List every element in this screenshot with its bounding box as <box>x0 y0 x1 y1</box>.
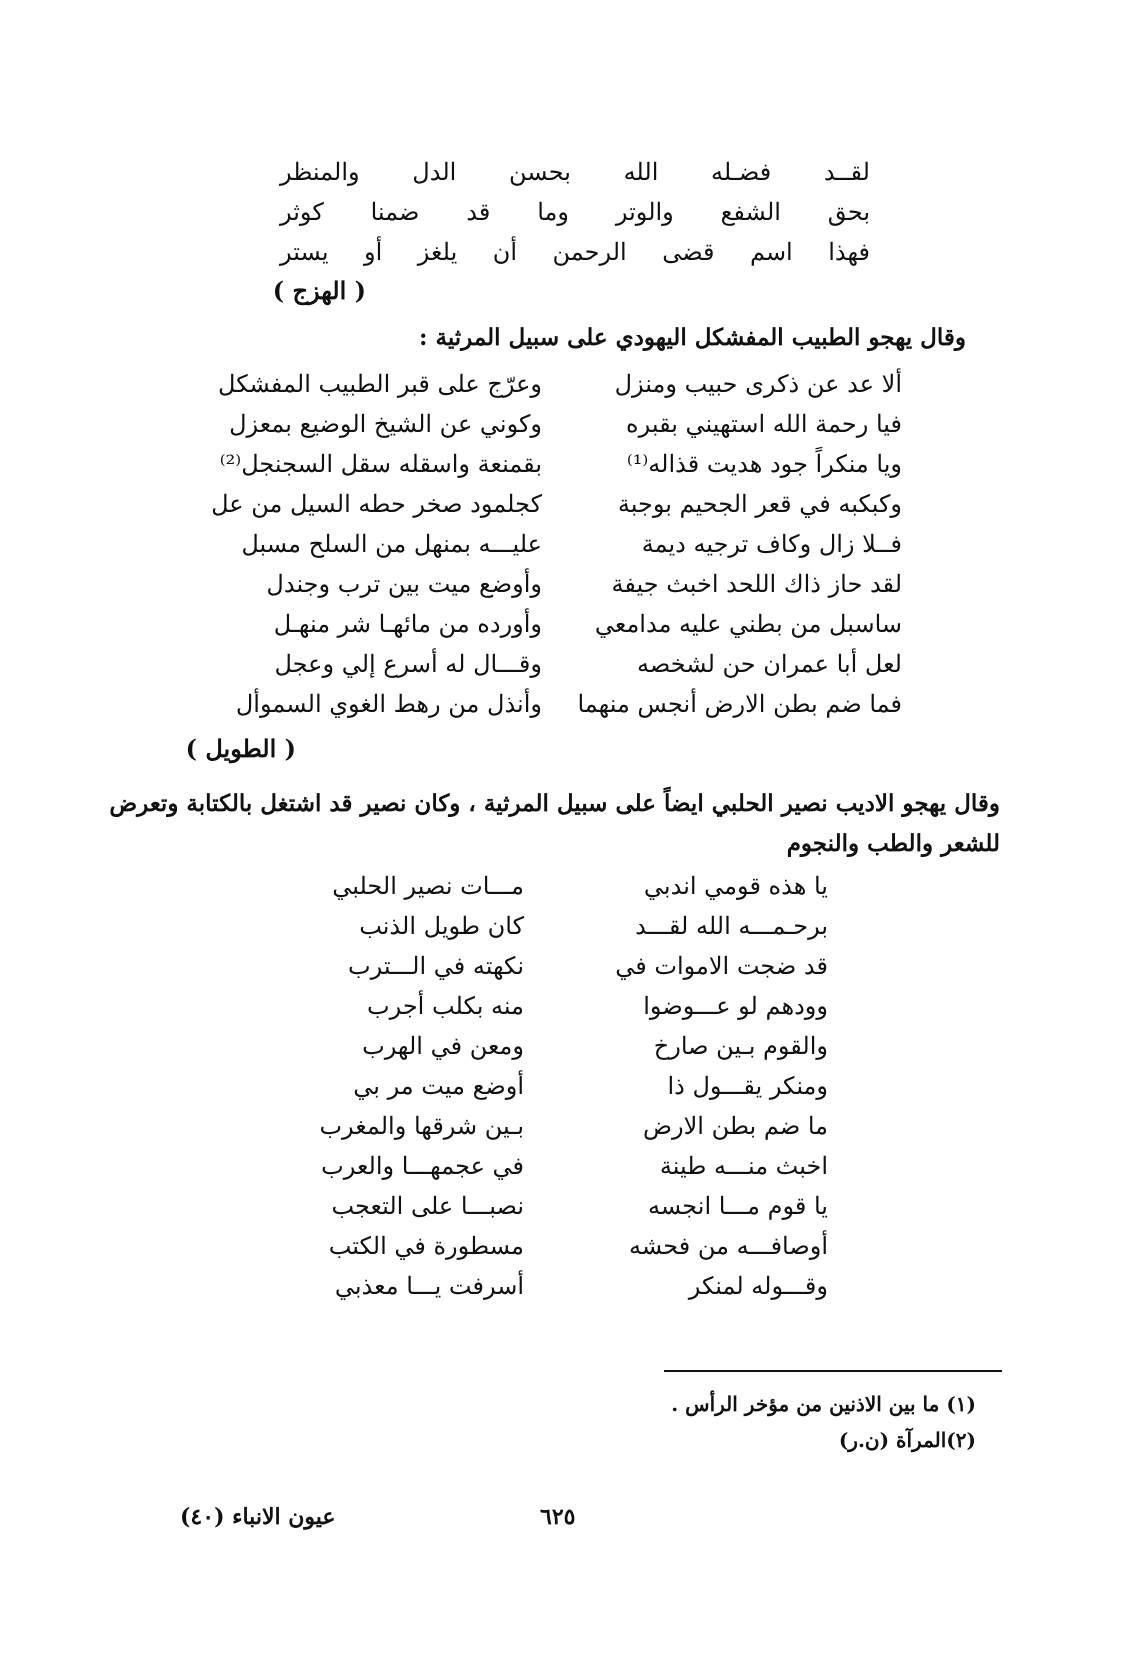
poem1-line: لقــد فضـله الله بحسن الدل والمنظر <box>280 158 870 186</box>
poem2-verse-right: ويا منكراً جود هديت قذاله⁽¹⁾ <box>626 450 902 478</box>
poem2-meter: ( الطويل ) <box>185 734 296 763</box>
poem2-verse-right: لقد حاز ذاك اللحد اخبث جيفة <box>611 570 902 598</box>
poem2-verse-right: فيا رحمة الله استهيني بقبره <box>626 410 902 438</box>
poem3-verse-right: وودهم لو عـــوضوا <box>643 992 828 1020</box>
poem3-intro-line2: للشعر والطب والنجوم <box>786 830 1000 857</box>
poem3-verse-right: ومنكر يقـــول ذا <box>667 1072 828 1100</box>
footnote-1: (١) ما بين الاذنين من مؤخر الرأس . <box>671 1392 976 1416</box>
poem2-verse-right: وكبكبه في قعر الجحيم بوجبة <box>617 490 902 518</box>
poem2-verse-right: لعل أبا عمران حن لشخصه <box>637 650 902 678</box>
poem2-verse-right: ألا عد عن ذكرى حبيب ومنزل <box>614 370 902 398</box>
poem2-verse-left: وأنذل من رهط الغوي السموأل <box>235 690 542 718</box>
poem3-verse-left: بـين شرقها والمغرب <box>319 1112 524 1140</box>
poem3-verse-right: ما ضم بطن الارض <box>642 1112 828 1140</box>
running-title: عيون الانباء (٤٠) <box>180 1504 336 1530</box>
poem2-verse-right: ساسبل من بطني عليه مدامعي <box>594 610 902 638</box>
poem2-verse-left: عليـــه بمنهل من السلح مسبل <box>241 530 542 558</box>
poem3-verse-right: اخبث منـــه طينة <box>659 1152 828 1180</box>
poem2-intro: وقال يهجو الطبيب المفشكل اليهودي على سبيل المرثية : <box>418 324 966 351</box>
poem3-verse-left: نصبـــا على التعجب <box>331 1192 524 1220</box>
poem3-verse-left: نكهته في الـــترب <box>348 952 524 980</box>
poem3-verse-right: قد ضجت الاموات في <box>615 952 828 980</box>
poem3-verse-right: أوصافـــه من فحشه <box>628 1232 828 1260</box>
footnote-2: (٢)المرآة (ن.ر) <box>838 1428 976 1452</box>
poem3-verse-left: ومعن في الهرب <box>362 1032 524 1060</box>
poem3-verse-right: وقـــوله لمنكر <box>688 1272 828 1300</box>
poem3-verse-left: في عجمهـــا والعرب <box>321 1152 524 1180</box>
footnote-divider <box>664 1370 1002 1372</box>
poem1-line: بحق الشفع والوتر وما قد ضمنا كوثر <box>280 198 870 226</box>
poem3-verse-left: كان طويل الذنب <box>359 912 524 940</box>
poem3-verse-right: والقوم بـين صارخ <box>653 1032 828 1060</box>
page-number: ٦٢٥ <box>540 1504 576 1530</box>
poem2-verse-left: وعرّج على قبر الطبيب المفشكل <box>218 370 542 398</box>
poem3-verse-right: برحـمـــه الله لقـــد <box>635 912 828 940</box>
poem2-verse-left: وأوضع ميت بين ترب وجندل <box>266 570 542 598</box>
poem3-verse-left: منه بكلب أجرب <box>366 992 524 1020</box>
poem2-verse-right: فما ضم بطن الارض أنجس منهما <box>577 690 902 718</box>
poem3-verse-left: أسرفت يـــا معذبي <box>334 1272 524 1300</box>
poem1-meter: ( الهزج ) <box>272 276 366 305</box>
poem2-verse-left: وقـــال له أسرع إلي وعجل <box>274 650 542 678</box>
poem2-verse-right: فــلا زال وكاف ترجيه ديمة <box>641 530 902 558</box>
poem1-line: فهذا اسم قضى الرحمن أن يلغز أو يستر <box>280 238 870 266</box>
poem3-intro-line1: وقال يهجو الاديب نصير الحلبي ايضاً على سبيل المرثية ، وكان نصير قد اشتغل بالكتابة وتعرض <box>109 790 1000 817</box>
poem2-verse-left: بقمنعة واسقله سقل السجنجل⁽²⁾ <box>219 450 542 478</box>
poem3-verse-right: يا قوم مـــا انجسه <box>648 1192 828 1220</box>
poem3-verse-left: أوضع ميت مر بي <box>353 1072 524 1100</box>
poem3-verse-left: مـــات نصير الحلبي <box>332 872 524 900</box>
poem2-verse-left: كجلمود صخر حطه السيل من عل <box>211 490 542 518</box>
poem2-verse-left: وأورده من مائهـا شر منهـل <box>273 610 542 638</box>
poem3-verse-right: يا هذه قومي اندبي <box>643 872 828 900</box>
poem3-verse-left: مسطورة في الكتب <box>328 1232 524 1260</box>
poem2-verse-left: وكوني عن الشيخ الوضيع بمعزل <box>229 410 542 438</box>
